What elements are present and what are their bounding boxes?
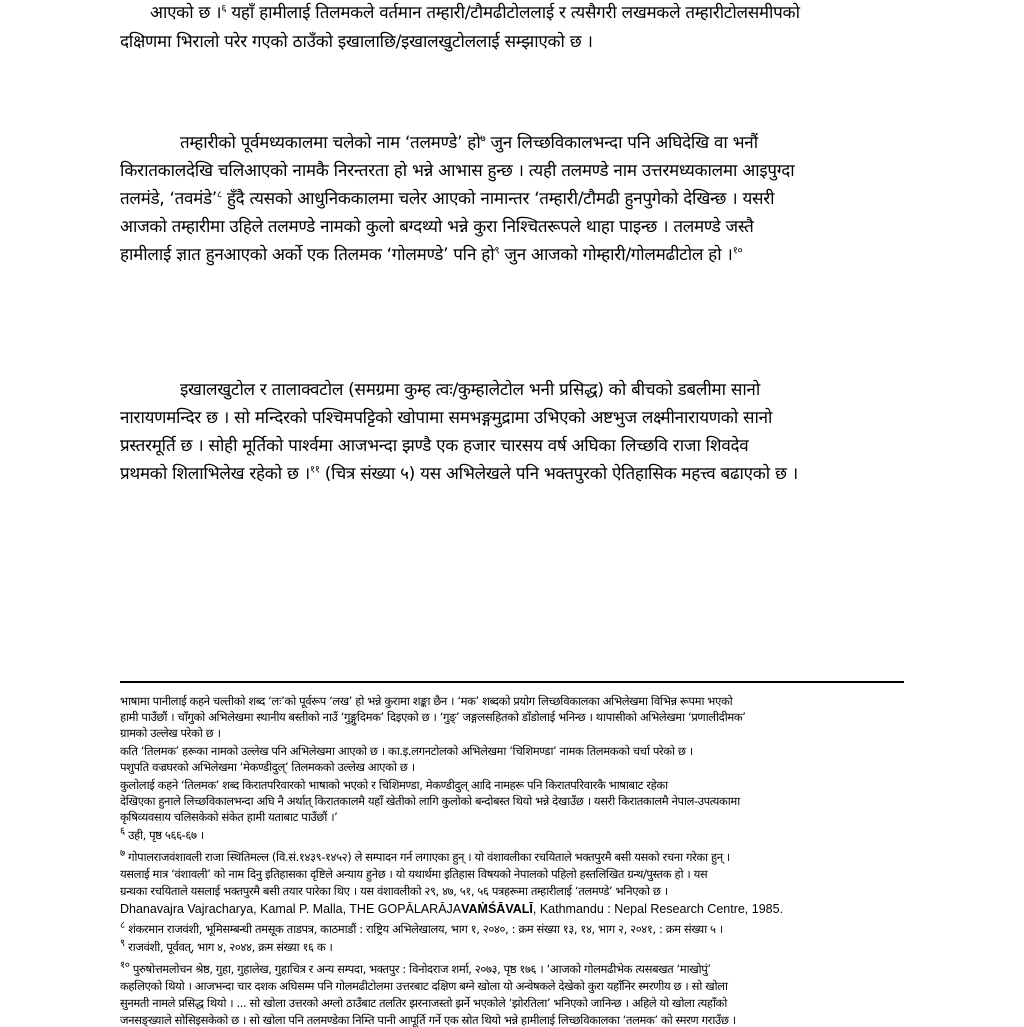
footnote-10: $^{१०}$ पुरुषोत्तमलोचन श्रेष्ठ, गुहा, गुहालेख, गुहाचित्र र अन्य सम्पदा, भक्तपुर : विनोदराज शर्मा, २०७३, पृष्ठ १७६ । ‘आजको गोलमढीभेक त्यसबखत ‘माखोपुं’ — [120, 960, 711, 976]
paragraph-1-line-2: दक्षिणमा भिरालो परेर गएको ठाउँको इखालाछि/इखालखुटोललाई सम्झाएको छ । — [120, 32, 593, 52]
footnote-line: कृषिव्यवसाय चलिसकेको संकेत हामी यताबाट पाउँछौं ।’ — [120, 810, 338, 824]
footnote-citation: Dhanavajra Vajracharya, Kamal P. Malla, THE GOPĀLARĀJAVAṀŚĀVALĪ, Kathmandu : Nepal Research Centre, 1985. — [120, 902, 784, 916]
paragraph-2-line-2: किरातकालदेखि चलिआएको नामकै निरन्तरता हो भन्ने आभास हुन्छ । त्यही तलमण्डे नाम उत्तरमध्यकालमा आइपुग्दा — [120, 161, 795, 181]
footnote-8: $^८$ शंकरमान राजवंशी, भूमिसम्बन्धी तमसूक ताडपत्र, काठमाडौं : राष्ट्रिय अभिलेखालय, भाग १, २०४०, : क्रम संख्या १३, १४, भाग २, २०४१, : क्रम संख्या ५ । — [120, 920, 723, 936]
paragraph-2-line-1: तम्हारीको पूर्वमध्यकालमा चलेको नाम ‘तलमण्डे’ हो$^७$ जुन लिच्छविकालभन्दा पनि अघिदेखि वा भनौं — [180, 133, 758, 153]
footnote-6: $^६$ उही, पृष्ठ ५६६-६७ । — [120, 826, 204, 842]
footnote-line: यसलाई मात्र ‘वंशावली’ को नाम दिनु इतिहासका दृष्टिले अन्याय हुनेछ । यो यथार्थमा इतिहास विषयको नेपालको पहिलो हस्तलिखित ग्रन्थ/पुस्तक हो । यस — [120, 867, 708, 881]
paragraph-3-line-3: प्रस्तरमूर्ति छ । सोही मूर्तिको पार्श्वमा आजभन्दा झण्डै एक हजार चारसय वर्ष अघिका लिच्छवि राजा शिवदेव — [120, 436, 749, 456]
footnote-line: ग्रामको उल्लेख परेको छ । — [120, 726, 221, 740]
paragraph-1-line-1: आएको छ ।$^६$ यहाँ हामीलाई तिलमकले वर्तमान तम्हारी/टौमढीटोललाई र त्यसैगरी लखमकले तम्हारीटोलसमीपको — [150, 3, 800, 23]
footnote-9: $^९$ राजवंशी, पूर्ववत्, भाग ४, २०४४, क्रम संख्या १६ क । — [120, 938, 333, 954]
footnote-line: कहलिएको थियो । आजभन्दा चार दशक अघिसम्म पनि गोलमढीटोलमा उत्तरबाट दक्षिण बग्ने खोला यो अन्वेषकले देखेको कुरा यहाँनिर स्मरणीय छ । सो खोला — [120, 979, 728, 993]
paragraph-3-line-2: नारायणमन्दिर छ । सो मन्दिरको पश्चिमपट्टिको खोपामा समभङ्गमुद्रामा उभिएको अष्टभुज लक्ष्मीनारायणको सानो — [120, 408, 773, 428]
paragraph-2-line-4: आजको तम्हारीमा उहिले तलमण्डे नामको कुलो बग्दथ्यो भन्ने कुरा निश्चितरूपले थाहा पाइन्छ । तलमण्डे जस्तै — [120, 217, 754, 237]
footnote-line: सुनमती नामले प्रसिद्ध थियो । ... सो खोला उत्तरको अग्लो ठाउँबाट तलतिर झरनाजस्तो झर्ने भएकोले ‘झोरतिला’ भनिएको जानिन्छ । अहिले यो खोला त्यहाँको — [120, 996, 727, 1010]
footnote-line: ग्रन्थका रचयिताले यसलाई भक्तपुरमै बसी तयार पारेका थिए । यस वंशावलीको २९, ४७, ५१, ५६ पत्रहरूमा तम्हारीलाई ‘तलमण्डे’ भनिएको छ । — [120, 884, 668, 898]
footnote-7: $^७$ गोपालराजवंशावली राजा स्थितिमल्ल (वि.सं.१४३९-१४५२) ले सम्पादन गर्न लगाएका हुन् । यो वंशावलीका रचयिताले भक्तपुरमै बसी यसको रचना गरेका हुन् । — [120, 848, 730, 864]
paragraph-3-line-1: इखालखुटोल र तालाक्वटोल (समग्रमा कुम्ह त्वः/कुम्हालेटोल भनी प्रसिद्ध) को बीचको डबलीमा सानो — [180, 380, 760, 400]
paragraph-2-line-3: तलमंडे, ‘तवमंडे’$^८$ हुँदै त्यसको आधुनिककालमा चलेर आएको नामान्तर ‘तम्हारी/टौमढी हुनपुगेको देखिन्छ । यसरी — [120, 189, 775, 209]
footnote-line: पशुपति वज्रघरको अभिलेखमा ‘मेकण्डीदुल्’ तिलमकको उल्लेख आएको छ । — [120, 760, 415, 774]
footnote-line: भाषामा पानीलाई कहने चल्तीको शब्द ‘लः’को पूर्वरूप ‘लख’ हो भन्ने कुरामा शङ्का छैन । ‘मक’ शब्दको प्रयोग लिच्छविकालका अभिलेखमा विभिन्न रूपमा भएको — [120, 694, 733, 708]
footnote-line: कुलोलाई कहने ‘तिलमक’ शब्द किरातपरिवारको भाषाको भएको र चिशिमण्डा, मेकण्डीदुल् आदि नामहरू पनि किरातपरिवारकै भाषाबाट रहेका — [120, 778, 668, 792]
footnote-separator — [120, 681, 904, 683]
paragraph-2-line-5: हामीलाई ज्ञात हुनआएको अर्को एक तिलमक ‘गोलमण्डे’ पनि हो$^९$ जुन आजको गोम्हारी/गोलमढीटोल हो ।$^{१०}$ — [120, 245, 743, 265]
footnote-line: हामी पाउँछौं । चाँगुको अभिलेखमा स्थानीय बस्तीको नाउँ ‘गुङ्गुदिमक’ दिइएको छ । ‘गुङ्’ जङ्गलसहितको डाँडोलाई भनिन्छ । थापासीको अभिलेखमा ‘प्रणालीदीमक’ — [120, 710, 746, 724]
footnote-line: देखिएका हुनाले लिच्छविकालभन्दा अघि नै अर्थात् किरातकालमै यहाँ खेतीको लागि कुलोको बन्दोबस्त थियो भन्ने देखाउँछ । यसरी किरातकालमै नेपाल-उपत्यकामा — [120, 794, 740, 808]
footnote-line: कति ‘तिलमक’ हरूका नामको उल्लेख पनि अभिलेखमा आएको छ । का.इ.लगनटोलको अभिलेखमा ‘चिशिमण्डा’ नामक तिलमकको चर्चा परेको छ । — [120, 744, 693, 758]
footnote-line: जनसङ्ख्याले सोसिइसकेको छ । सो खोला पनि तलमण्डेका निम्ति पानी आपूर्ति गर्ने एक स्रोत थियो भन्ने हामीलाई लिच्छविकालका ‘तलमक’ को स्मरण गराउँछ । — [120, 1013, 736, 1027]
paragraph-3-line-4: प्रथमको शिलाभिलेख रहेको छ ।$^{११}$ (चित्र संख्या ५) यस अभिलेखले पनि भक्तपुरको ऐतिहासिक महत्त्व बढाएको छ । — [120, 464, 798, 484]
